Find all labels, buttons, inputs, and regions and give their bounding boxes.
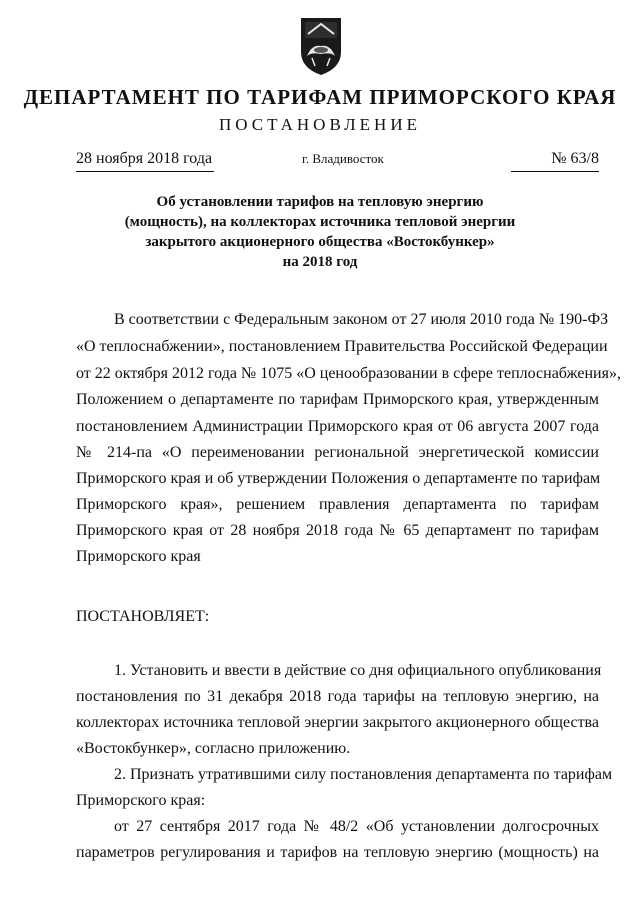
preamble-line: «О теплоснабжении», постановлением Правительства Российской Федерации [76,338,608,355]
subject-line: (мощность), на коллекторах источника тепловой энергии [124,214,516,230]
item-1-line: 1. Установить и ввести в действие со дня официального опубликования [114,662,602,679]
preamble-line: Приморского края», решением правления департамента по тарифам [76,496,599,513]
preamble-line: Приморского края от 28 ноября 2018 года № 65 департамент по тарифам [76,522,599,539]
document-city: г. Владивосток [302,151,384,166]
item-2-sub-line: параметров регулирования и тарифов на тепловую энергию (мощность) на [76,844,599,861]
document-subject [100,192,540,272]
subject-line: Об установлении тарифов на тепловую энергию [156,194,484,210]
document-number: № 63/8 [511,150,599,172]
resolves-heading: ПОСТАНОВЛЯЕТ: [76,608,210,625]
preamble-line: постановлением Администрации Приморского края от 06 августа 2007 года [76,418,599,435]
department-title: ДЕПАРТАМЕНТ ПО ТАРИФАМ ПРИМОРСКОГО КРАЯ [23,85,617,109]
preamble-line: № 214-па «О переименовании региональной энергетической комиссии [76,444,599,461]
preamble-line: Приморского края и об утверждении Положения о департаменте по тарифам [76,470,601,487]
preamble-line: В соответствии с Федеральным законом от 27 июля 2010 года № 190-ФЗ [114,311,609,328]
subject-line: на 2018 год [282,254,358,270]
document-type: ПОСТАНОВЛЕНИЕ [218,115,421,134]
preamble-line: Приморского края [76,548,201,565]
subject-line: закрытого акционерного общества «Востокбункер» [145,234,495,250]
coat-of-arms-icon [298,12,344,78]
item-2-line: Приморского края: [76,792,206,809]
item-1-line: коллекторах источника тепловой энергии закрытого акционерного общества [76,714,599,731]
item-1-line: постановления по 31 декабря 2018 года тарифы на тепловую энергию, на [76,688,599,705]
item-2-sub-line: от 27 сентября 2017 года № 48/2 «Об установлении долгосрочных [114,818,599,835]
item-2-line: 2. Признать утратившими силу постановления департамента по тарифам [114,766,613,783]
document-date: 28 ноября 2018 года [76,150,214,172]
item-1-line: «Востокбункер», согласно приложению. [76,740,351,757]
preamble-line: от 22 октября 2012 года № 1075 «О ценообразовании в сфере теплоснабжения», [76,365,621,382]
preamble-line: Положением о департаменте по тарифам Приморского края, утвержденным [76,391,599,408]
